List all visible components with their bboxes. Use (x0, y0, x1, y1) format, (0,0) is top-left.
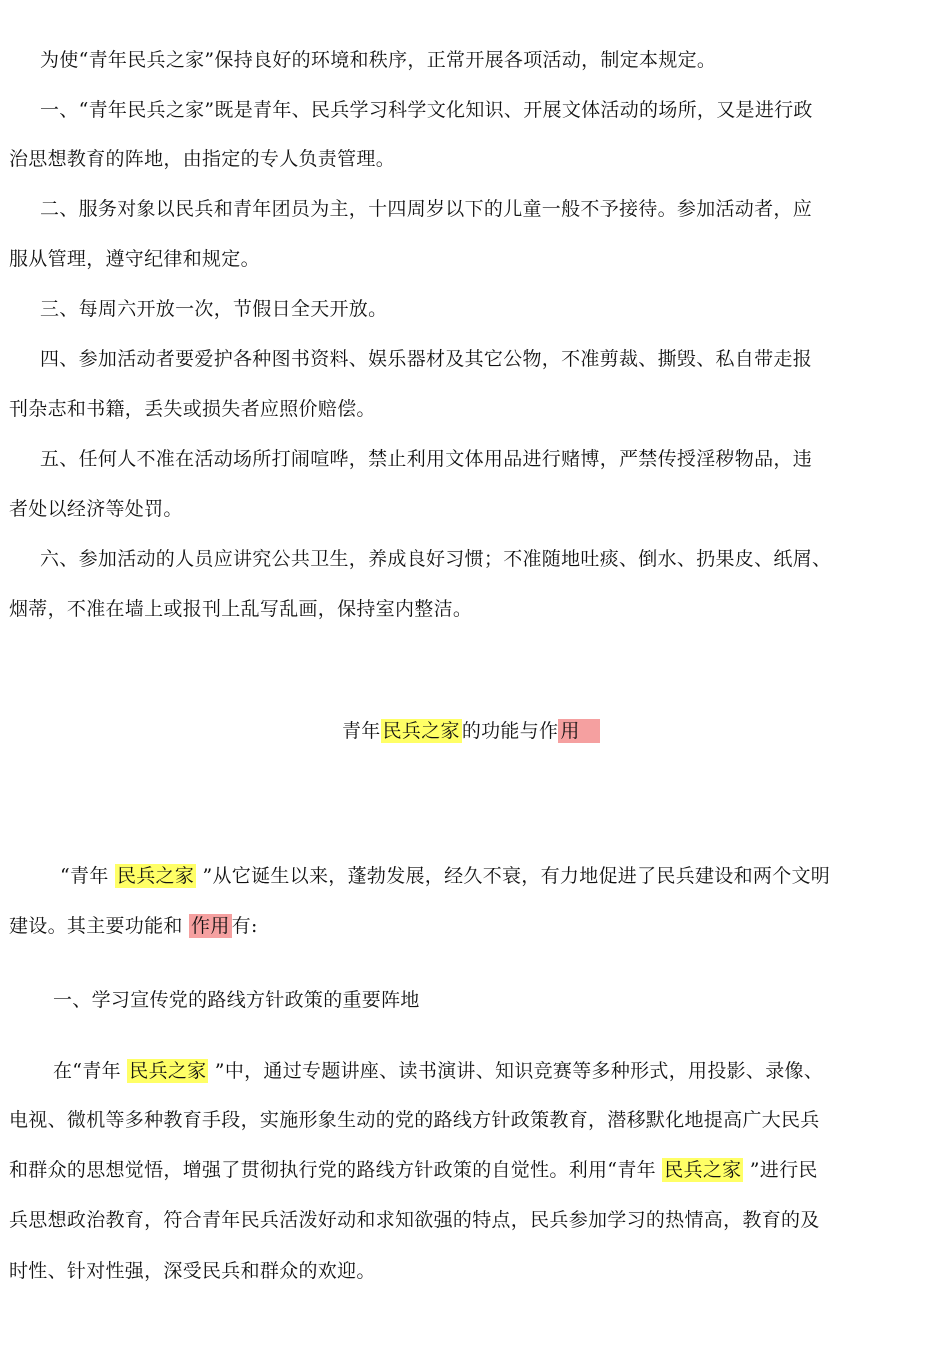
rule-1-line-2: 治思想教育的阵地，由指定的专人负责管理。 (9, 148, 396, 170)
para-2-line-3-post: ”进行民 (743, 1159, 818, 1181)
rule-4-line-2: 刊杂志和书籍，丢失或损失者应照价赔偿。 (9, 398, 376, 420)
para-2-line-1 (53, 1059, 823, 1083)
rule-3: 三、每周六开放一次，节假日全天开放。 (40, 298, 388, 320)
para-2-line-3 (9, 1158, 818, 1182)
para-2-line-1-pre: 在“青年 (53, 1060, 128, 1082)
rule-4-line-1: 四、参加活动者要爱护各种图书资料、娱乐器材及其它公物，不准剪裁、撕毁、私自带走报 (40, 348, 813, 370)
rule-2-line-1: 二、服务对象以民兵和青年团员为主，十四周岁以下的儿童一般不予接待。参加活动者，应 (40, 198, 813, 220)
para-2-line-3-highlight: 民兵之家 (664, 1159, 742, 1181)
para-1-line-1-highlight: 民兵之家 (116, 865, 195, 887)
para-1-line-1 (60, 864, 830, 888)
para-1-line-2-post: 有: (231, 915, 258, 937)
rule-6-line-2: 烟蒂，不准在墙上或报刊上乱写乱画，保持室内整洁。 (9, 598, 473, 620)
para-1-line-1-post: ”从它诞生以来，蓬勃发展，经久不衰，有力地促进了民兵建设和两个文明 (196, 865, 831, 887)
para-2-line-1-highlight: 民兵之家 (129, 1060, 207, 1082)
rule-6-line-1: 六、参加活动的人员应讲究公共卫生，养成良好习惯；不准随地吐痰、倒水、扔果皮、纸屑、 (40, 548, 832, 570)
para-1-line-1-pre: “青年 (60, 865, 115, 887)
section-title-pre: 青年 (342, 720, 381, 742)
rule-5-line-1: 五、任何人不准在活动场所打闹喧哗，禁止利用文体用品进行赌博，严禁传授淫秽物品，违 (40, 448, 813, 470)
para-2-line-1-post: ”中，通过专题讲座、读书演讲、知识竞赛等多种形式，用投影、录像、 (208, 1060, 824, 1082)
rule-2-line-2: 服从管理，遵守纪律和规定。 (9, 248, 260, 270)
section-title-highlight-1: 民兵之家 (382, 720, 460, 742)
para-1-line-2-highlight: 作用 (191, 915, 230, 937)
rules-intro: 为使“青年民兵之家”保持良好的环境和秩序，正常开展各项活动，制定本规定。 (40, 49, 717, 71)
section-heading-1: 一、学习宣传党的路线方针政策的重要阵地 (53, 989, 420, 1011)
section-title (342, 719, 600, 743)
rule-5-line-2: 者处以经济等处罚。 (9, 498, 183, 520)
para-1-line-2-pre: 建设。其主要功能和 (9, 915, 190, 937)
section-title-mid: 的功能与作 (461, 720, 559, 742)
para-1-line-2 (9, 914, 258, 938)
rule-1-line-1: 一、“青年民兵之家”既是青年、民兵学习科学文化知识、开展文体活动的场所，又是进行政 (40, 99, 813, 121)
section-title-highlight-2: 用 (558, 719, 599, 743)
para-2-line-5: 时性、针对性强，深受民兵和群众的欢迎。 (9, 1260, 376, 1282)
para-2-line-2: 电视、微机等多种教育手段，实施形象生动的党的路线方针政策教育，潜移默化地提高广大民兵 (9, 1109, 820, 1131)
para-2-line-3-pre: 和群众的思想觉悟，增强了贯彻执行党的路线方针政策的自觉性。利用“青年 (9, 1159, 663, 1181)
para-2-line-4: 兵思想政治教育，符合青年民兵活泼好动和求知欲强的特点，民兵参加学习的热情高，教育的及 (9, 1209, 820, 1231)
